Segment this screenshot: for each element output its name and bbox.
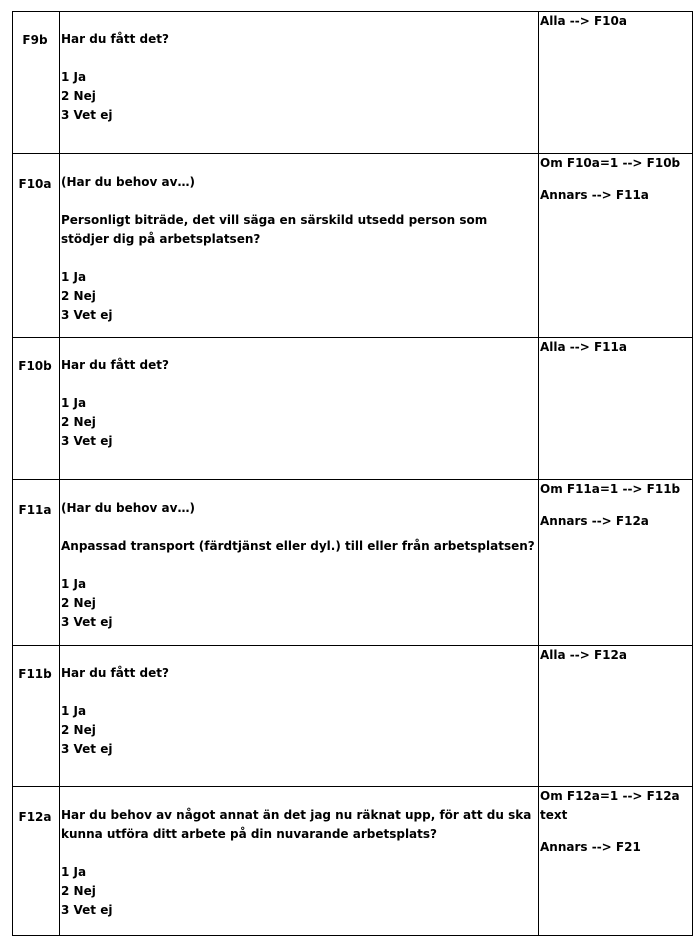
question-id: F11a xyxy=(18,503,52,517)
question-text: Har du fått det? xyxy=(61,358,169,372)
answer-option: 1 Ja xyxy=(61,577,87,591)
routing-text: Om F10a=1 --> F10b xyxy=(540,156,681,170)
question-text-cell xyxy=(60,338,539,480)
answer-option: 3 Vet ej xyxy=(61,742,113,756)
question-id-cell xyxy=(13,12,60,154)
routing-text: Alla --> F10a xyxy=(540,14,627,28)
answer-option: 1 Ja xyxy=(61,704,87,718)
routing-cell xyxy=(539,338,693,480)
answer-option: 3 Vet ej xyxy=(61,903,113,917)
answer-option: 3 Vet ej xyxy=(61,308,113,322)
routing-text: Alla --> F11a xyxy=(540,340,627,354)
routing-text: Om F11a=1 --> F11b xyxy=(540,482,681,496)
question-id-cell xyxy=(13,338,60,480)
question-id: F10b xyxy=(18,359,52,373)
question-text-cell xyxy=(60,154,539,338)
question-text: Har du behov av något annat än det jag nu räknat upp, för att du ska kunna utföra ditt arbete på din nuvarande arbetsplats? xyxy=(61,808,532,841)
question-id: F11b xyxy=(18,667,52,681)
question-text: Har du fått det? xyxy=(61,32,169,46)
routing-text: Annars --> F11a xyxy=(540,188,649,202)
routing-cell xyxy=(539,154,693,338)
routing-cell xyxy=(539,787,693,936)
routing-text: Annars --> F12a xyxy=(540,514,649,528)
answer-option: 3 Vet ej xyxy=(61,108,113,122)
question-id: F10a xyxy=(18,177,52,191)
question-text: Personligt biträde, det vill säga en särskild utsedd person som stödjer dig på arbetsplatsen? xyxy=(61,213,488,246)
question-text-cell xyxy=(60,12,539,154)
question-id: F12a xyxy=(18,810,52,824)
question-id: F9b xyxy=(22,33,48,47)
routing-text: Alla --> F12a xyxy=(540,648,627,662)
table-row xyxy=(13,338,693,480)
routing-cell xyxy=(539,12,693,154)
table-row xyxy=(13,787,693,936)
routing-text: Annars --> F21 xyxy=(540,840,641,854)
answer-option: 1 Ja xyxy=(61,70,87,84)
question-id-cell xyxy=(13,154,60,338)
answer-option: 2 Nej xyxy=(61,415,96,429)
answer-option: 3 Vet ej xyxy=(61,615,113,629)
answer-option: 2 Nej xyxy=(61,723,96,737)
question-id-cell xyxy=(13,646,60,787)
answer-option: 2 Nej xyxy=(61,596,96,610)
question-id-cell xyxy=(13,787,60,936)
question-intro: (Har du behov av…) xyxy=(61,501,195,515)
routing-cell xyxy=(539,480,693,646)
table-row xyxy=(13,154,693,338)
question-text-cell xyxy=(60,646,539,787)
answer-option: 2 Nej xyxy=(61,884,96,898)
answer-option: 2 Nej xyxy=(61,89,96,103)
questionnaire-table xyxy=(12,11,693,936)
answer-option: 1 Ja xyxy=(61,865,87,879)
routing-cell xyxy=(539,646,693,787)
question-text: Har du fått det? xyxy=(61,666,169,680)
routing-text: Om F12a=1 --> F12a text xyxy=(540,789,680,822)
table-row xyxy=(13,646,693,787)
answer-option: 1 Ja xyxy=(61,270,87,284)
question-text: Anpassad transport (färdtjänst eller dyl.) till eller från arbetsplatsen? xyxy=(61,539,535,553)
question-intro: (Har du behov av…) xyxy=(61,175,195,189)
question-text-cell xyxy=(60,480,539,646)
table-row xyxy=(13,480,693,646)
answer-option: 1 Ja xyxy=(61,396,87,410)
answer-option: 3 Vet ej xyxy=(61,434,113,448)
answer-option: 2 Nej xyxy=(61,289,96,303)
question-text-cell xyxy=(60,787,539,936)
question-id-cell xyxy=(13,480,60,646)
table-row xyxy=(13,12,693,154)
